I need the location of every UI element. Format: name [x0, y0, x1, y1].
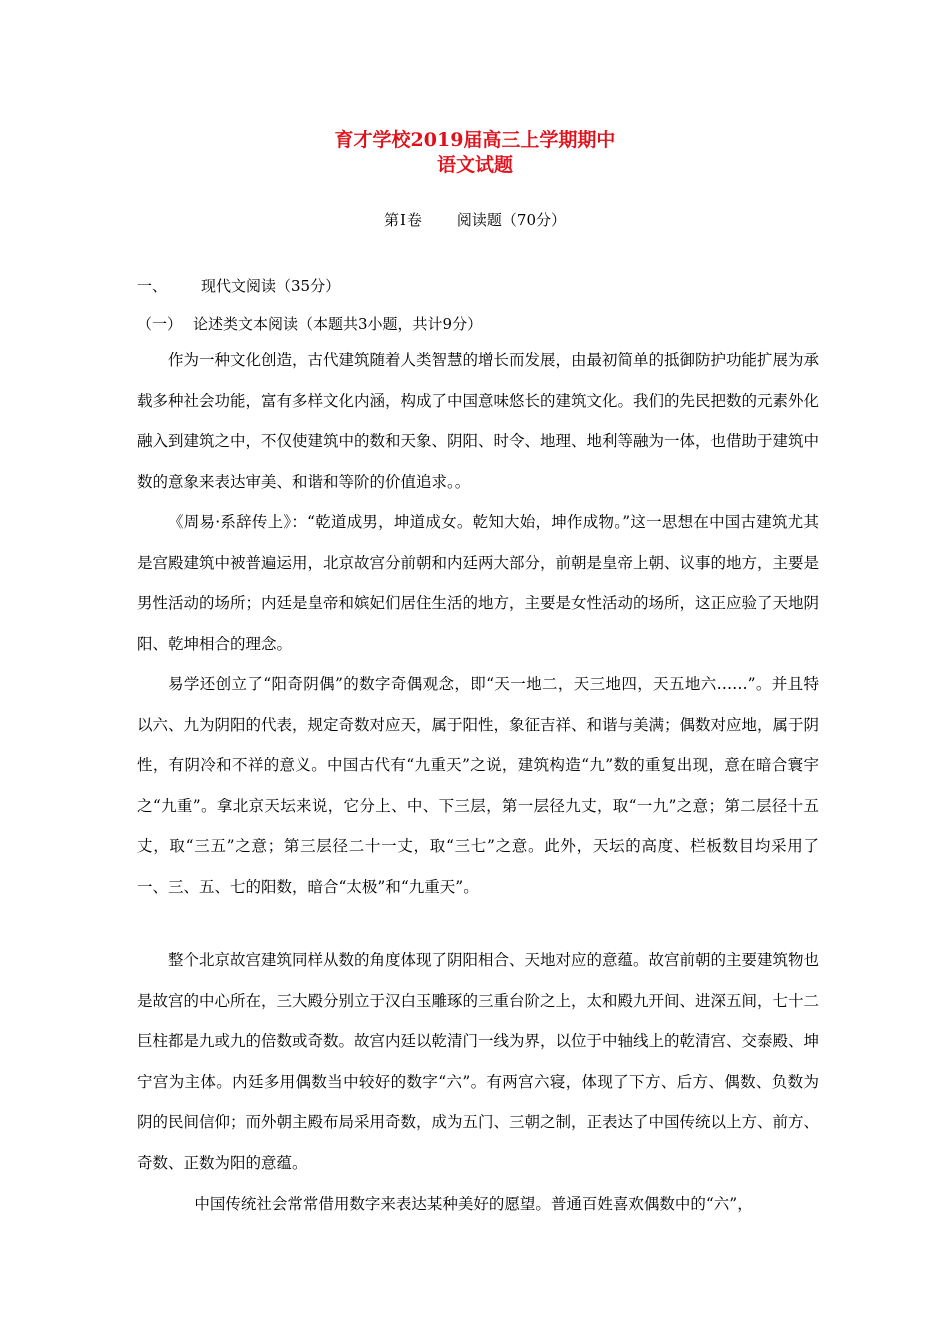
paragraph: 整个北京故宫建筑同样从数的角度体现了阴阳相合、天地对应的意蕴。故宫前朝的主要建筑物也是故宫的中心所在，三大殿分别立于汉白玉雕琢的三重台阶之上，太和殿九开间、进深五间，七十二巨柱都是九或九的倍数或奇数。故宫内廷以乾清门一线为界，以位于中轴线上的乾清宫、交泰殿、坤宁宫为主体。内廷多用偶数当中较好的数字“六”。有两宫六寝，体现了下方、后方、偶数、负数为阴的民间信仰；而外朝主殿布局采用奇数，成为五门、三朝之制，正表达了中国传统以上方、前方、奇数、正数为阳的意蕴。	[137, 951, 820, 1172]
paragraph: 《周易·系辞传上》：“乾道成男，坤道成女。乾知大始，坤作成物。”这一思想在中国古建筑尤其是宫殿建筑中被普遍运用，北京故宫分前朝和内廷两大部分，前朝是皇帝上朝、议事的地方，主要是男性活动的场所；内廷是皇帝和嫔妃们居住生活的地方，主要是女性活动的场所，这正应验了天地阴阳、乾坤相合的理念。	[137, 513, 820, 653]
paragraph: 中国传统社会常常借用数字来表达某种美好的愿望。普通百姓喜欢偶数中的“六”，	[194, 1195, 753, 1213]
subpart-label: 论述类文本阅读（本题共3小题，共计9分）	[193, 315, 483, 333]
section-name: 阅读题（70分）	[456, 211, 567, 229]
part-heading	[137, 275, 340, 297]
paragraph: 作为一种文化创造，古代建筑随着人类智慧的增长而发展，由最初简单的抵御防护功能扩展为承载多种社会功能，富有多样文化内涵，构成了中国意味悠长的建筑文化。我们的先民把数的元素外化融入到建筑之中，不仅使建筑中的数和天象、阴阳、时令、地理、地利等融为一体，也借助于建筑中数的意象来表达审美、和谐和等阶的价值追求。。	[137, 351, 820, 491]
subpart-heading	[137, 313, 482, 335]
paragraph: 易学还创立了“阳奇阴偶”的数字奇偶观念，即“天一地二，天三地四，天五地六……”。并且特以六、九为阴阳的代表，规定奇数对应天，属于阳性，象征吉祥、和谐与美满；偶数对应地，属于阴性，有阴冷和不祥的意义。中国古代有“九重天”之说，建筑构造“九”数的重复出现，意在暗合寰宇之“九重”。拿北京天坛来说，它分上、中、下三层，第一层径九丈，取“一九”之意；第二层径十五丈，取“三五”之意；第三层径二十一丈，取“三七”之意。此外，天坛的高度、栏板数目均采用了一、三、五、七的阳数，暗合“太极”和“九重天”。	[137, 675, 820, 896]
part-label: 现代文阅读（35分）	[201, 277, 341, 295]
section-label: 第Ⅰ卷	[383, 211, 423, 229]
exam-subject: 语文试题	[436, 154, 513, 176]
section-heading	[0, 209, 950, 231]
exam-title: 育才学校2019届高三上学期期中	[334, 129, 616, 151]
part-number: 一、	[137, 277, 168, 295]
subpart-number: （一）	[137, 315, 183, 333]
